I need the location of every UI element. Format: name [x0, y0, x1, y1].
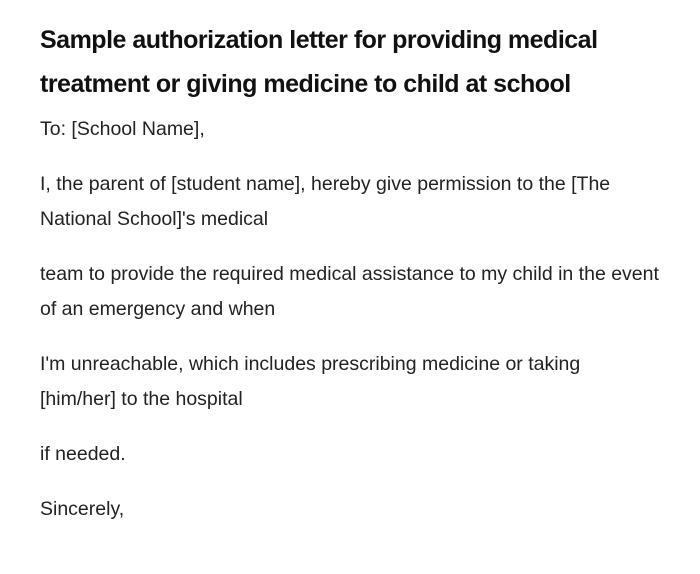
- letter-document: [40, 18, 660, 547]
- salutation-line: To: [School Name],: [40, 118, 205, 140]
- body-paragraph-unreachable: I'm unreachable, which includes prescribing medicine or taking [him/her] to the hospital: [40, 353, 581, 410]
- closing-line: Sincerely,: [40, 498, 125, 520]
- body-paragraph-if-needed: if needed.: [40, 443, 126, 465]
- document-title: Sample authorization letter for providing medical treatment or giving medicine to child at school: [40, 26, 598, 98]
- body-paragraph-assistance: team to provide the required medical assistance to my child in the event of an emergency and when: [40, 263, 659, 320]
- body-paragraph-permission: I, the parent of [student name], hereby give permission to the [The National School]'s medical: [40, 173, 611, 230]
